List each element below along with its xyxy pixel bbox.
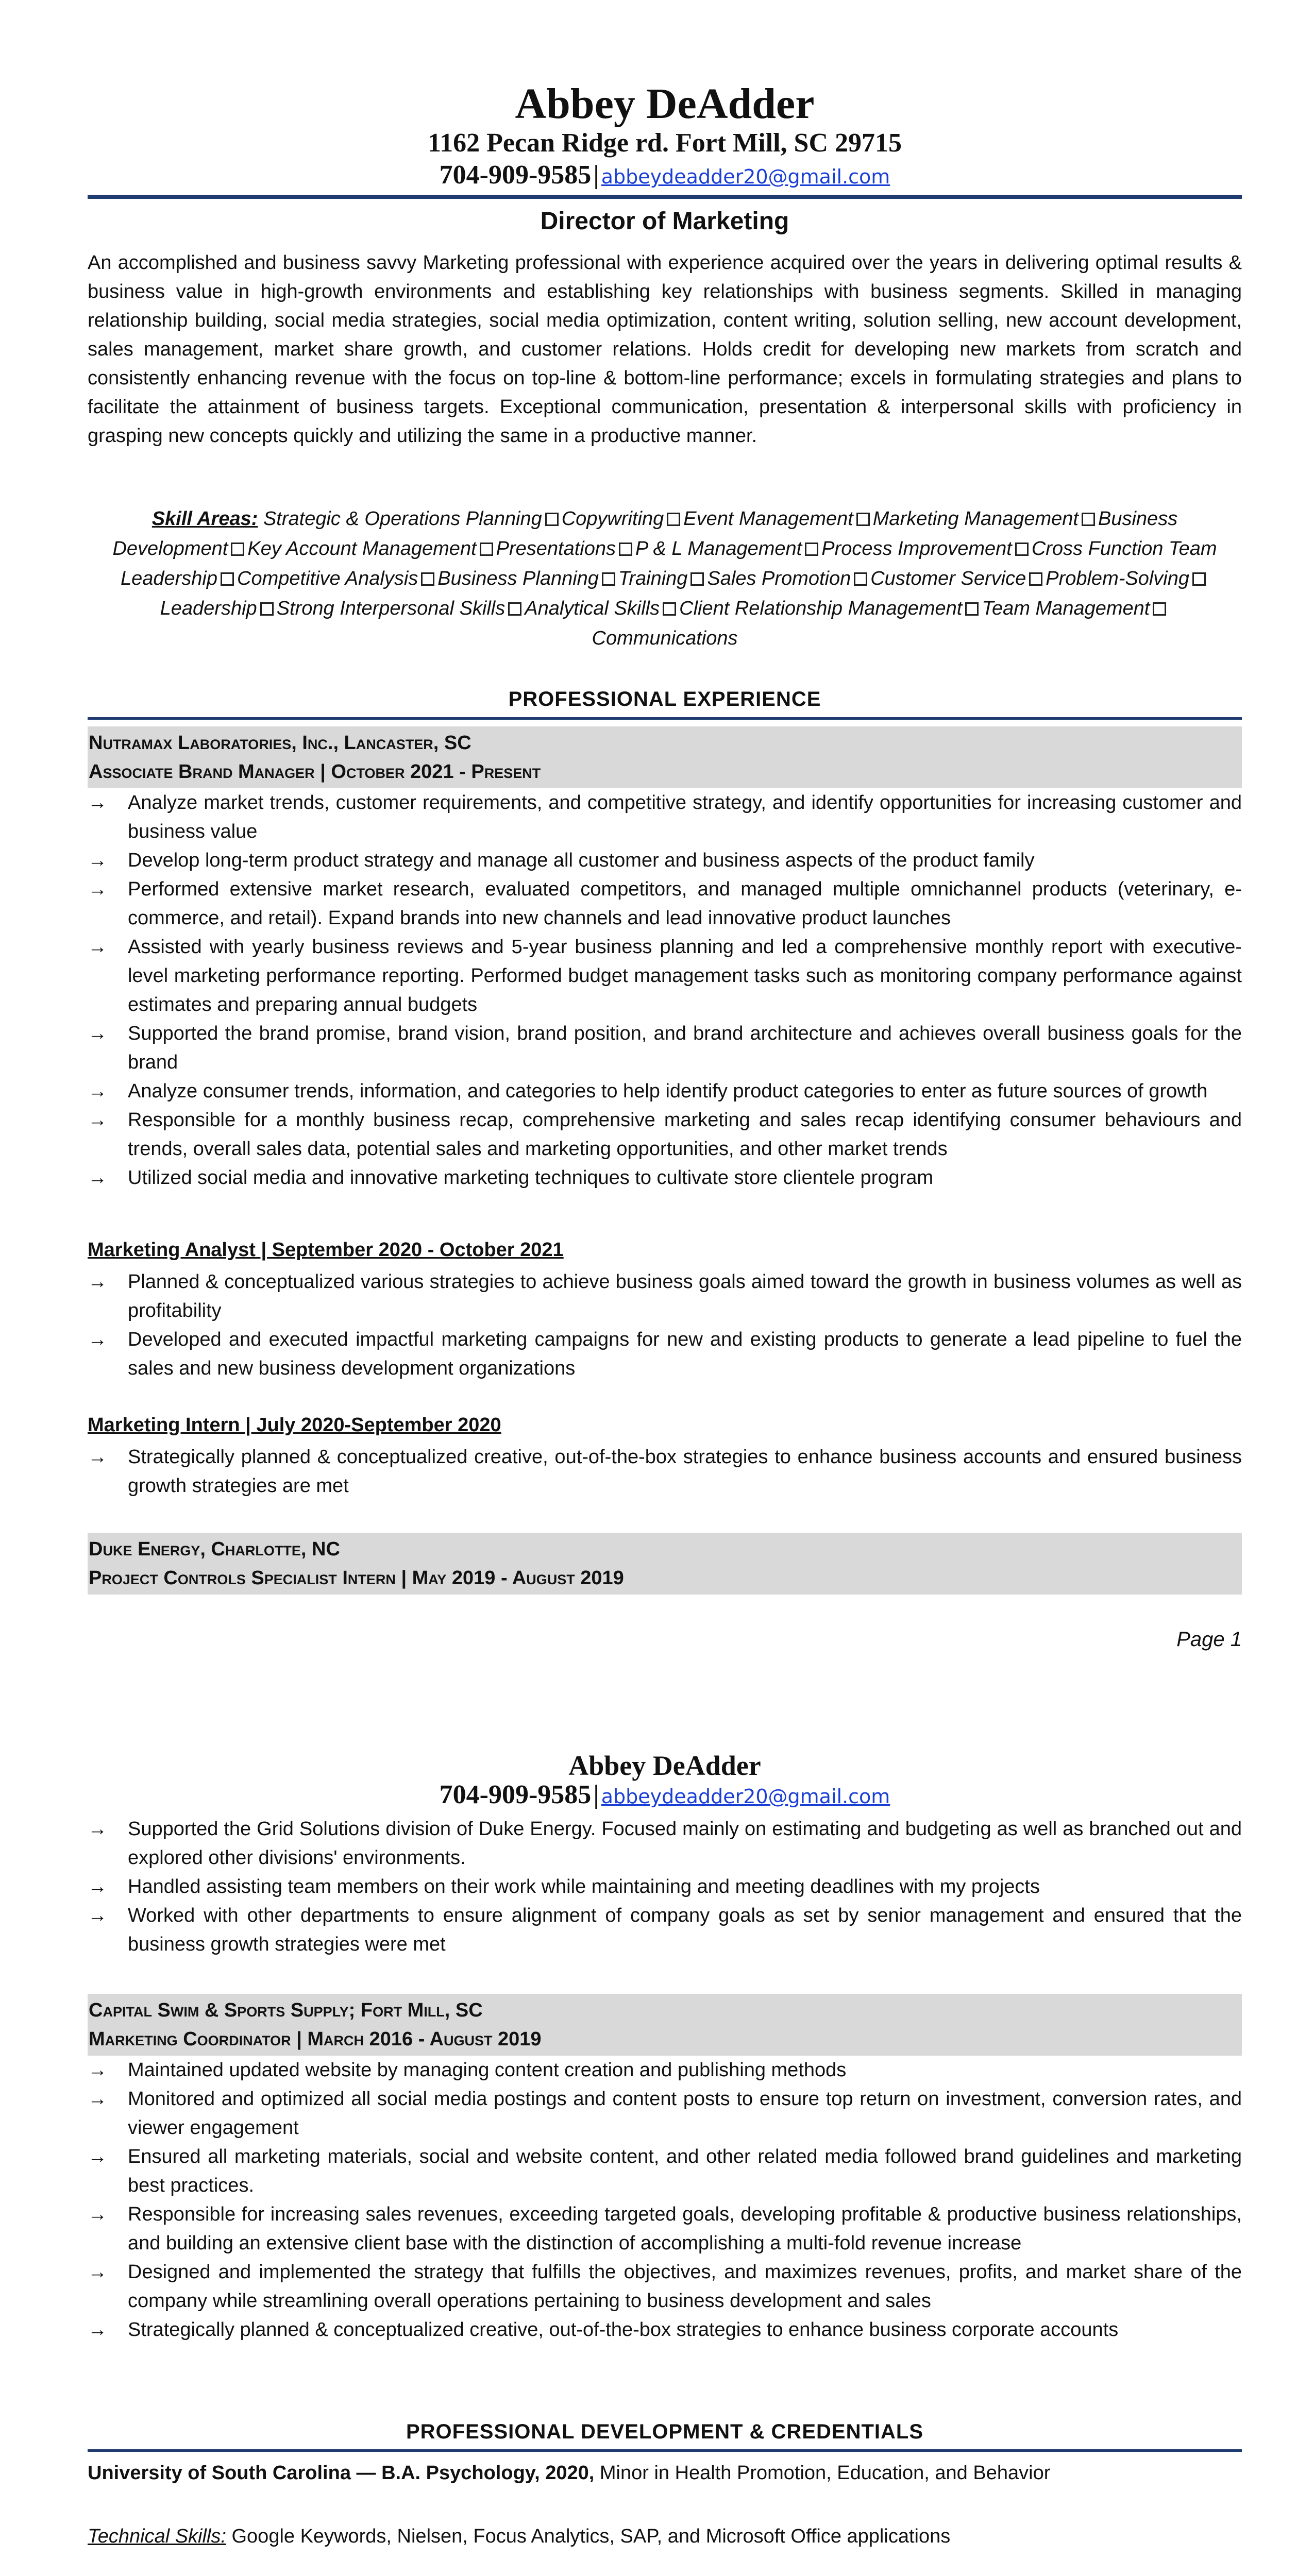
candidate-name-repeat: Abbey DeAdder xyxy=(568,1750,761,1781)
skill-item: Team Management xyxy=(982,598,1150,619)
company-name: Nutramax Laboratories, Inc., Lancaster, SC xyxy=(89,732,471,754)
skill-item: Communications xyxy=(592,628,738,649)
arrow-icon: → xyxy=(88,792,107,814)
list-item-text: Designed and implemented the strategy that fulfills the objectives, and maximizes revenues, profits, and market share of the company while streamlining overall operations pertaining to business development and sales xyxy=(128,2261,1242,2312)
skill-areas-label: Skill Areas: xyxy=(151,508,258,530)
skill-item: Event Management xyxy=(683,508,853,530)
education-minor: Minor in Health Promotion, Education, and Behavior xyxy=(594,2462,1051,2484)
list-item xyxy=(88,846,1242,875)
skill-item: P & L Management xyxy=(635,538,802,560)
arrow-icon: → xyxy=(88,1446,107,1468)
company-band-nutramax xyxy=(88,726,1242,788)
arrow-icon: → xyxy=(88,1876,107,1897)
bullet-list xyxy=(88,2056,1242,2344)
checkbox-icon xyxy=(619,543,632,556)
list-item-text: Handled assisting team members on their work while maintaining and meeting deadlines with my projects xyxy=(128,1876,1040,1897)
arrow-icon: → xyxy=(88,2204,107,2225)
skill-item: Business Development xyxy=(112,508,1178,560)
section-heading-development: PROFESSIONAL DEVELOPMENT & CREDENTIALS xyxy=(406,2420,923,2443)
checkbox-icon xyxy=(805,543,818,556)
email-link[interactable]: abbeydeadder20@gmail.com xyxy=(601,165,890,188)
header-rule xyxy=(88,195,1242,199)
contact-line-repeat xyxy=(88,1782,1242,1808)
skill-item: Competitive Analysis xyxy=(237,568,418,589)
checkbox-icon xyxy=(421,572,434,586)
checkbox-icon xyxy=(1192,572,1206,586)
list-item xyxy=(88,1019,1242,1077)
contact-line xyxy=(88,162,1242,189)
checkbox-icon xyxy=(260,602,274,616)
skill-item: Key Account Management xyxy=(247,538,477,560)
section-heading-experience: PROFESSIONAL EXPERIENCE xyxy=(508,688,821,710)
skill-item: Leadership xyxy=(160,598,257,619)
company-name: Capital Swim & Sports Supply; Fort Mill, SC xyxy=(89,1999,483,2021)
list-item-text: Assisted with yearly business reviews and 5-year business planning and led a comprehensive monthly report with executive-level marketing performance reporting. Performed budget management tasks such as monitoring company performance against estimates and preparing annual budgets xyxy=(128,936,1242,1015)
arrow-icon: → xyxy=(88,2261,107,2283)
checkbox-icon xyxy=(854,572,867,586)
checkbox-icon xyxy=(545,513,559,526)
skill-item: Marketing Management xyxy=(872,508,1079,530)
arrow-icon: → xyxy=(88,1818,107,1840)
list-item xyxy=(88,788,1242,846)
email-link[interactable]: abbeydeadder20@gmail.com xyxy=(601,1785,890,1808)
list-item xyxy=(88,875,1242,933)
education-line xyxy=(88,2459,1242,2487)
arrow-icon: → xyxy=(88,850,107,871)
list-item-text: Responsible for increasing sales revenues, exceeding targeted goals, developing profitable & productive business relationships, and building an extensive client base with the distinction of accomplishing a multi-fold revenue increase xyxy=(128,2204,1242,2254)
skill-item: Presentations xyxy=(496,538,616,560)
page-number: Page 1 xyxy=(1176,1628,1242,1651)
skill-item: Process Improvement xyxy=(821,538,1012,560)
checkbox-icon xyxy=(221,572,234,586)
arrow-icon: → xyxy=(88,878,107,900)
arrow-icon: → xyxy=(88,1167,107,1189)
checkbox-icon xyxy=(602,572,615,586)
skill-item: Analytical Skills xyxy=(525,598,660,619)
job-title: Director of Marketing xyxy=(540,208,789,235)
skill-item: Problem-Solving xyxy=(1046,568,1190,589)
checkbox-icon xyxy=(480,543,493,556)
list-item xyxy=(88,2258,1242,2315)
list-item-text: Monitored and optimized all social media postings and content posts to ensure top return on investment, conversion rates, and viewer engagement xyxy=(128,2088,1242,2139)
checkbox-icon xyxy=(667,513,680,526)
list-item xyxy=(88,1106,1242,1163)
list-item-text: Strategically planned & conceptualized creative, out-of-the-box strategies to enhance business corporate accounts xyxy=(128,2319,1119,2341)
arrow-icon: → xyxy=(88,1023,107,1044)
technical-skills-list: Google Keywords, Nielsen, Focus Analytics, SAP, and Microsoft Office applications xyxy=(226,2526,951,2547)
skill-item: Training xyxy=(618,568,688,589)
checkbox-icon xyxy=(508,602,521,616)
list-item xyxy=(88,1443,1242,1500)
arrow-icon: → xyxy=(88,1329,107,1350)
list-item-text: Analyze market trends, customer requirements, and competitive strategy, and identify opportunities for increasing customer and business value xyxy=(128,792,1242,842)
subrole-intern: Marketing Intern | July 2020-September 2020 xyxy=(88,1414,501,1436)
list-item xyxy=(88,2200,1242,2258)
arrow-icon: → xyxy=(88,2146,107,2167)
list-item-text: Supported the brand promise, brand vision, brand position, and brand architecture and achieves overall business goals for the brand xyxy=(128,1023,1242,1073)
list-item-text: Analyze consumer trends, information, and categories to help identify product categories to enter as future sources of growth xyxy=(128,1080,1208,1102)
list-item xyxy=(88,1077,1242,1106)
list-item xyxy=(88,933,1242,1019)
arrow-icon: → xyxy=(88,936,107,958)
experience-rule xyxy=(88,717,1242,720)
arrow-icon: → xyxy=(88,1109,107,1131)
skill-item: Customer Service xyxy=(870,568,1026,589)
skill-item: Strong Interpersonal Skills xyxy=(276,598,506,619)
list-item xyxy=(88,2084,1242,2142)
list-item-text: Worked with other departments to ensure alignment of company goals as set by senior management and ensured that the business growth strategies were met xyxy=(128,1905,1242,1955)
bullet-list xyxy=(88,788,1242,1192)
list-item-text: Strategically planned & conceptualized creative, out-of-the-box strategies to enhance business accounts and ensured business growth strategies are met xyxy=(128,1446,1242,1497)
arrow-icon: → xyxy=(88,1905,107,1926)
list-item-text: Planned & conceptualized various strategies to achieve business goals aimed toward the growth in business volumes as well as profitability xyxy=(128,1271,1242,1321)
checkbox-icon xyxy=(663,602,676,616)
skill-item: Cross Function Team Leadership xyxy=(120,538,1217,589)
checkbox-icon xyxy=(1153,602,1166,616)
list-item xyxy=(88,1267,1242,1325)
phone: 704-909-9585 xyxy=(439,160,592,190)
arrow-icon: → xyxy=(88,2319,107,2341)
skill-areas xyxy=(103,504,1226,653)
role-title: Project Controls Specialist Intern | May 2019 - August 2019 xyxy=(89,1567,624,1589)
list-item-text: Developed and executed impactful marketing campaigns for new and existing products to generate a lead pipeline to fuel the sales and new business development organizations xyxy=(128,1329,1242,1379)
list-item xyxy=(88,2056,1242,2084)
education-degree: University of South Carolina — B.A. Psychology, 2020, xyxy=(88,2462,595,2484)
checkbox-icon xyxy=(856,513,870,526)
list-item-text: Responsible for a monthly business recap, comprehensive marketing and sales recap identifying consumer behaviours and trends, overall sales data, potential sales and marketing opportunities, and other market trends xyxy=(128,1109,1242,1160)
subrole-analyst: Marketing Analyst | September 2020 - October 2021 xyxy=(88,1239,564,1261)
arrow-icon: → xyxy=(88,1080,107,1102)
skill-item: Strategic & Operations Planning xyxy=(263,508,542,530)
bullet-list xyxy=(88,1267,1242,1383)
arrow-icon: → xyxy=(88,2059,107,2081)
list-item-text: Ensured all marketing materials, social and website content, and other related media followed brand guidelines and marketing best practices. xyxy=(128,2146,1242,2196)
address: 1162 Pecan Ridge rd. Fort Mill, SC 29715 xyxy=(427,128,902,158)
list-item xyxy=(88,1163,1242,1192)
checkbox-icon xyxy=(965,602,979,616)
list-item-text: Performed extensive market research, evaluated competitors, and managed multiple omnichannel products (veterinary, e-commerce, and retail). Expand brands into new channels and lead innovative product launches xyxy=(128,878,1242,929)
separator: | xyxy=(593,1780,599,1809)
skill-item: Copywriting xyxy=(561,508,664,530)
company-name: Duke Energy, Charlotte, NC xyxy=(89,1538,340,1560)
list-item-text: Develop long-term product strategy and manage all customer and business aspects of the product family xyxy=(128,850,1035,871)
list-item-text: Maintained updated website by managing content creation and publishing methods xyxy=(128,2059,847,2081)
bullet-list xyxy=(88,1815,1242,1959)
technical-skills-line xyxy=(88,2522,1242,2551)
skill-item: Client Relationship Management xyxy=(679,598,963,619)
separator: | xyxy=(593,160,599,190)
development-rule xyxy=(88,2449,1242,2452)
role-title: Associate Brand Manager | October 2021 - Present xyxy=(89,761,541,783)
checkbox-icon xyxy=(1082,513,1095,526)
checkbox-icon xyxy=(231,543,244,556)
list-item xyxy=(88,1901,1242,1959)
checkbox-icon xyxy=(1029,572,1042,586)
candidate-name: Abbey DeAdder xyxy=(515,80,815,128)
bullet-list xyxy=(88,1443,1242,1500)
skill-item: Business Planning xyxy=(437,568,599,589)
arrow-icon: → xyxy=(88,1271,107,1293)
list-item xyxy=(88,1872,1242,1901)
list-item xyxy=(88,1815,1242,1872)
company-band-capital xyxy=(88,1994,1242,2056)
technical-skills-label: Technical Skills: xyxy=(88,2526,226,2547)
list-item xyxy=(88,2315,1242,2344)
list-item xyxy=(88,1325,1242,1383)
summary-paragraph: An accomplished and business savvy Marketing professional with experience acquired over the years in delivering optimal results & business value in high-growth environments and establishing key relationships with business segments. Skilled in managing relationship building, social media strategies, social media optimization, content writing, solution selling, new account development, sales management, market share growth, and customer relations. Holds credit for developing new markets from scratch and consistently enhancing revenue with the focus on top-line & bottom-line performance; excels in formulating strategies and plans to facilitate the attainment of business targets. Exceptional communication, presentation & interpersonal skills with proficiency in grasping new concepts quickly and utilizing the same in a productive manner. xyxy=(88,252,1242,447)
list-item-text: Supported the Grid Solutions division of Duke Energy. Focused mainly on estimating and budgeting as well as branched out and explored other divisions' environments. xyxy=(128,1818,1242,1869)
role-title: Marketing Coordinator | March 2016 - August 2019 xyxy=(89,2028,542,2050)
company-band-duke xyxy=(88,1533,1242,1595)
skill-item: Sales Promotion xyxy=(707,568,851,589)
list-item-text: Utilized social media and innovative marketing techniques to cultivate store clientele program xyxy=(128,1167,934,1189)
checkbox-icon xyxy=(1015,543,1029,556)
list-item xyxy=(88,2142,1242,2200)
arrow-icon: → xyxy=(88,2088,107,2110)
phone: 704-909-9585 xyxy=(439,1780,592,1809)
checkbox-icon xyxy=(690,572,704,586)
